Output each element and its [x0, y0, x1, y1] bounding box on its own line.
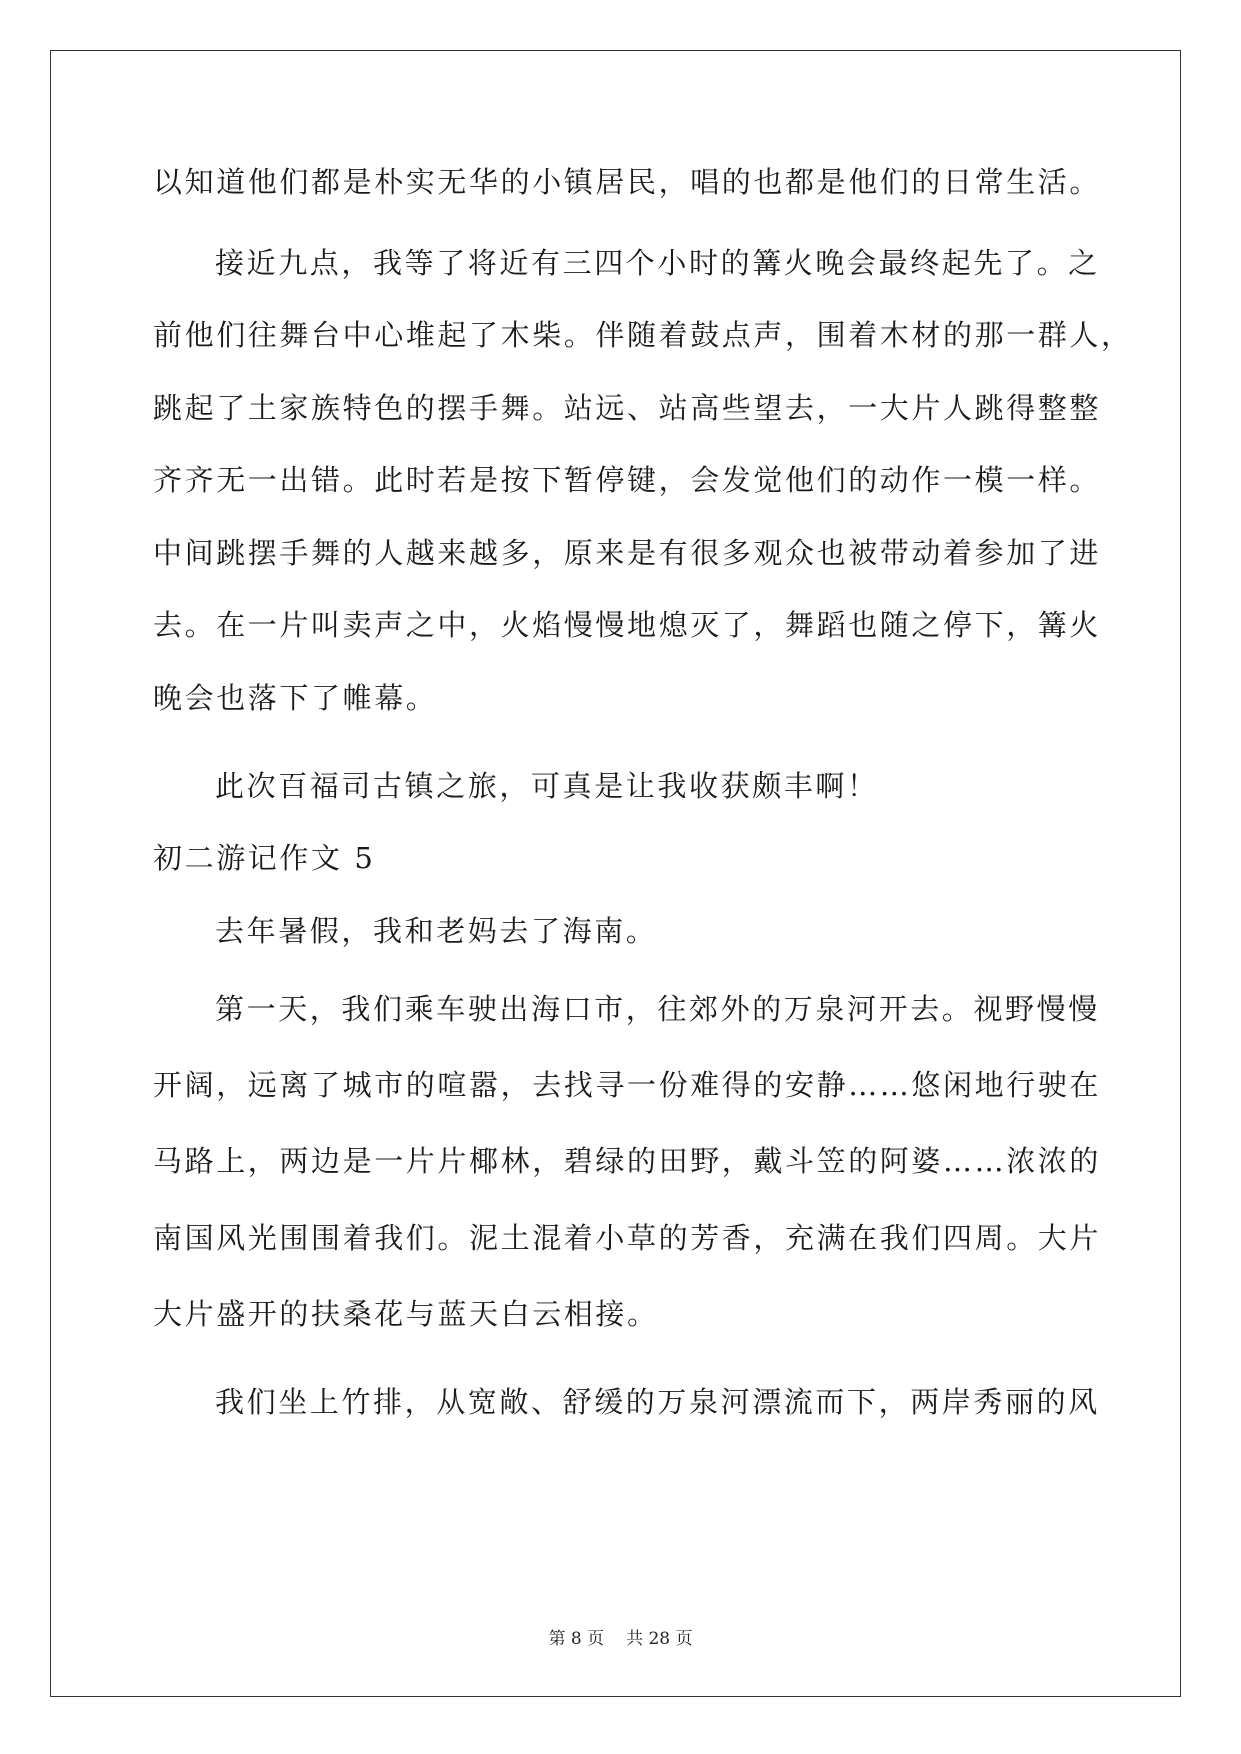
section-heading: 初二游记作文 5 [153, 841, 376, 875]
page-footer [0, 1627, 1241, 1651]
paragraph-line: 我们坐上竹排，从宽敞、舒缓的万泉河漂流而下，两岸秀丽的风 [215, 1385, 1100, 1419]
page-total: 共 28 页 [626, 1629, 693, 1649]
page-number: 第 8 页 [548, 1629, 605, 1649]
paragraph-line: 南国风光围围着我们。泥土混着小草的芳香，充满在我们四周。大片 [153, 1221, 1102, 1255]
paragraph-line: 开阔，远离了城市的喧嚣，去找寻一份难得的安静……悠闲地行驶在 [153, 1068, 1102, 1102]
paragraph-line: 晚会也落下了帷幕。 [153, 681, 438, 715]
paragraph-line: 前他们往舞台中心堆起了木柴。伴随着鼓点声，围着木材的那一群人， [153, 318, 1133, 352]
paragraph-line: 跳起了土家族特色的摆手舞。站远、站高些望去，一大片人跳得整整 [153, 391, 1102, 425]
paragraph-line: 去。在一片叫卖声之中，火焰慢慢地熄灭了，舞蹈也随之停下，篝火 [153, 608, 1102, 642]
paragraph-line: 大片盛开的扶桑花与蓝天白云相接。 [153, 1297, 659, 1331]
paragraph-line: 去年暑假，我和老妈去了海南。 [215, 914, 658, 948]
paragraph-line: 马路上，两边是一片片椰林，碧绿的田野，戴斗笠的阿婆……浓浓的 [153, 1144, 1102, 1178]
paragraph-line: 此次百福司古镇之旅，可真是让我收获颇丰啊！ [215, 769, 879, 803]
paragraph-line: 第一天，我们乘车驶出海口市，往郊外的万泉河开去。视野慢慢 [215, 992, 1100, 1026]
paragraph-line: 接近九点，我等了将近有三四个小时的篝火晚会最终起先了。之 [215, 246, 1100, 280]
paragraph-line: 齐齐无一出错。此时若是按下暂停键，会发觉他们的动作一模一样。 [153, 463, 1102, 497]
paragraph-line: 以知道他们都是朴实无华的小镇居民，唱的也都是他们的日常生活。 [153, 165, 1102, 199]
paragraph-line: 中间跳摆手舞的人越来越多，原来是有很多观众也被带动着参加了进 [153, 536, 1102, 570]
